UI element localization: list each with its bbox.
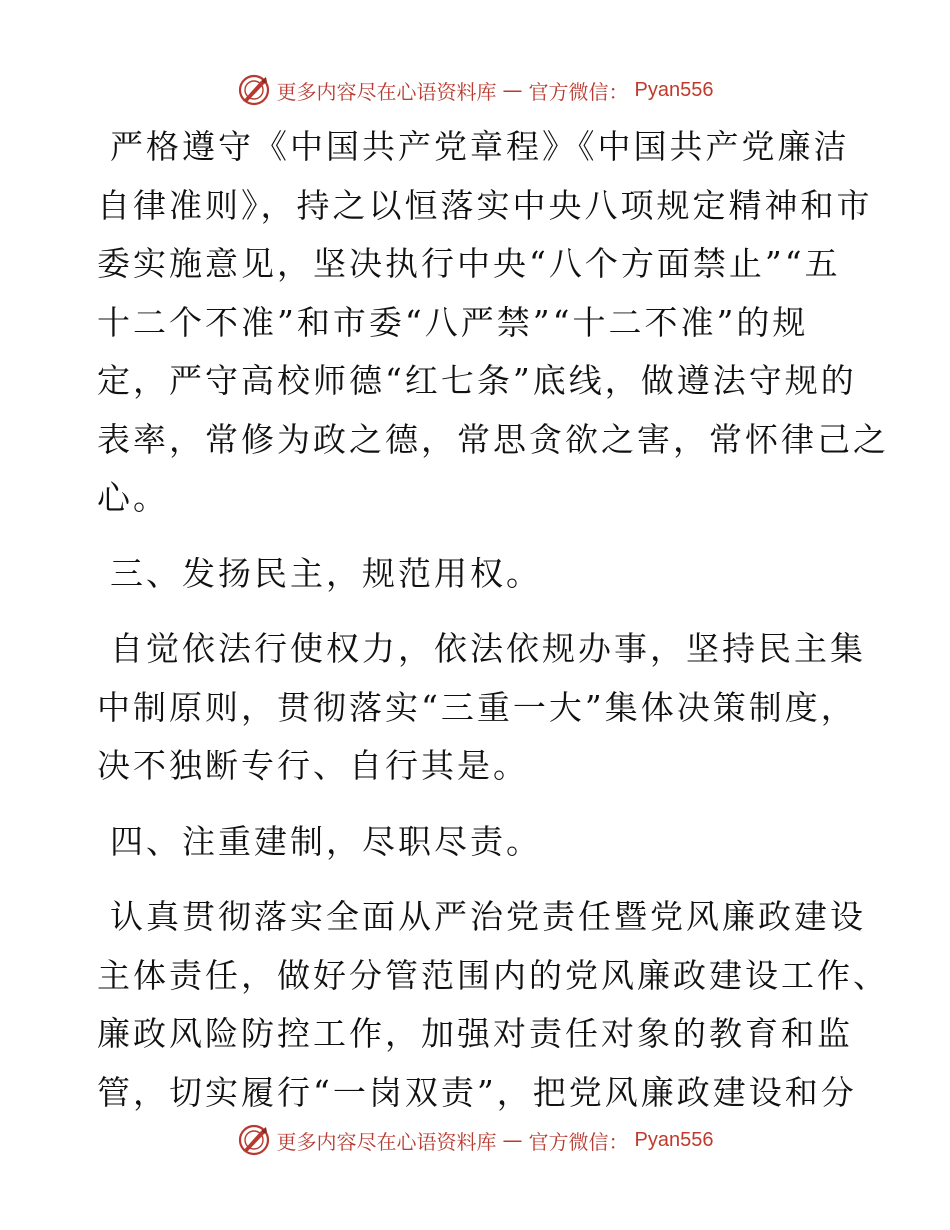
paragraph-democracy [97,620,866,796]
text-line: 委实施意见，坚决执行中央“八个方面禁止”“五 [97,244,841,283]
watermark-label: 官方微信： [528,79,629,104]
text-line: 定，严守高校师德“红七条”底线，做遵法守规的 [97,361,857,400]
quill-logo-icon [237,73,271,107]
watermark-text: 更多内容尽在心语资料库 [276,79,497,104]
watermark-label: 官方微信： [528,1129,629,1154]
text-line: 主体责任，做好分管范围内的党风廉政建设工作、 [97,955,889,995]
watermark-separator: — [502,78,523,102]
text-line: 自律准则》，持之以恒落实中央八项规定精神和市 [97,185,873,225]
watermark-wechat-id: Pyan556 [634,78,714,101]
quill-logo-icon [237,1123,271,1157]
text-line: 十二个不准”和市委“八严禁”“十二不准”的规 [97,302,809,342]
text-line: 严格遵守《中国共产党章程》《中国共产党廉洁 [110,127,850,166]
text-line: 自觉依法行使权力，依法依规办事，坚持民主集 [110,629,866,668]
text-line: 管，切实履行“一岗双责”，把党风廉政建设和分 [97,1072,857,1112]
text-line: 中制原则，贯彻落实“三重一大”集体决策制度， [97,687,857,727]
document-body [97,118,889,1139]
text-line: 心。 [97,478,169,517]
footer-watermark [0,1120,950,1160]
text-line: 认真贯彻落实全面从严治党责任暨党风廉政建设 [110,897,866,936]
watermark-text: 更多内容尽在心语资料库 [276,1129,497,1154]
section-heading-4: 四、注重建制，尽职尽责。 [110,821,542,861]
watermark-separator: — [502,1128,523,1152]
header-watermark [0,70,950,110]
paragraph-responsibility [97,888,889,1122]
watermark-wechat-id: Pyan556 [634,1128,714,1151]
section-heading-3: 三、发扬民主，规范用权。 [110,553,542,593]
text-line: 决不独断专行、自行其是。 [97,746,529,785]
text-line: 表率，常修为政之德，常思贪欲之害，常怀律己之 [97,419,889,459]
paragraph-discipline [97,118,889,528]
text-line: 廉政风险防控工作，加强对责任对象的教育和监 [97,1014,853,1053]
